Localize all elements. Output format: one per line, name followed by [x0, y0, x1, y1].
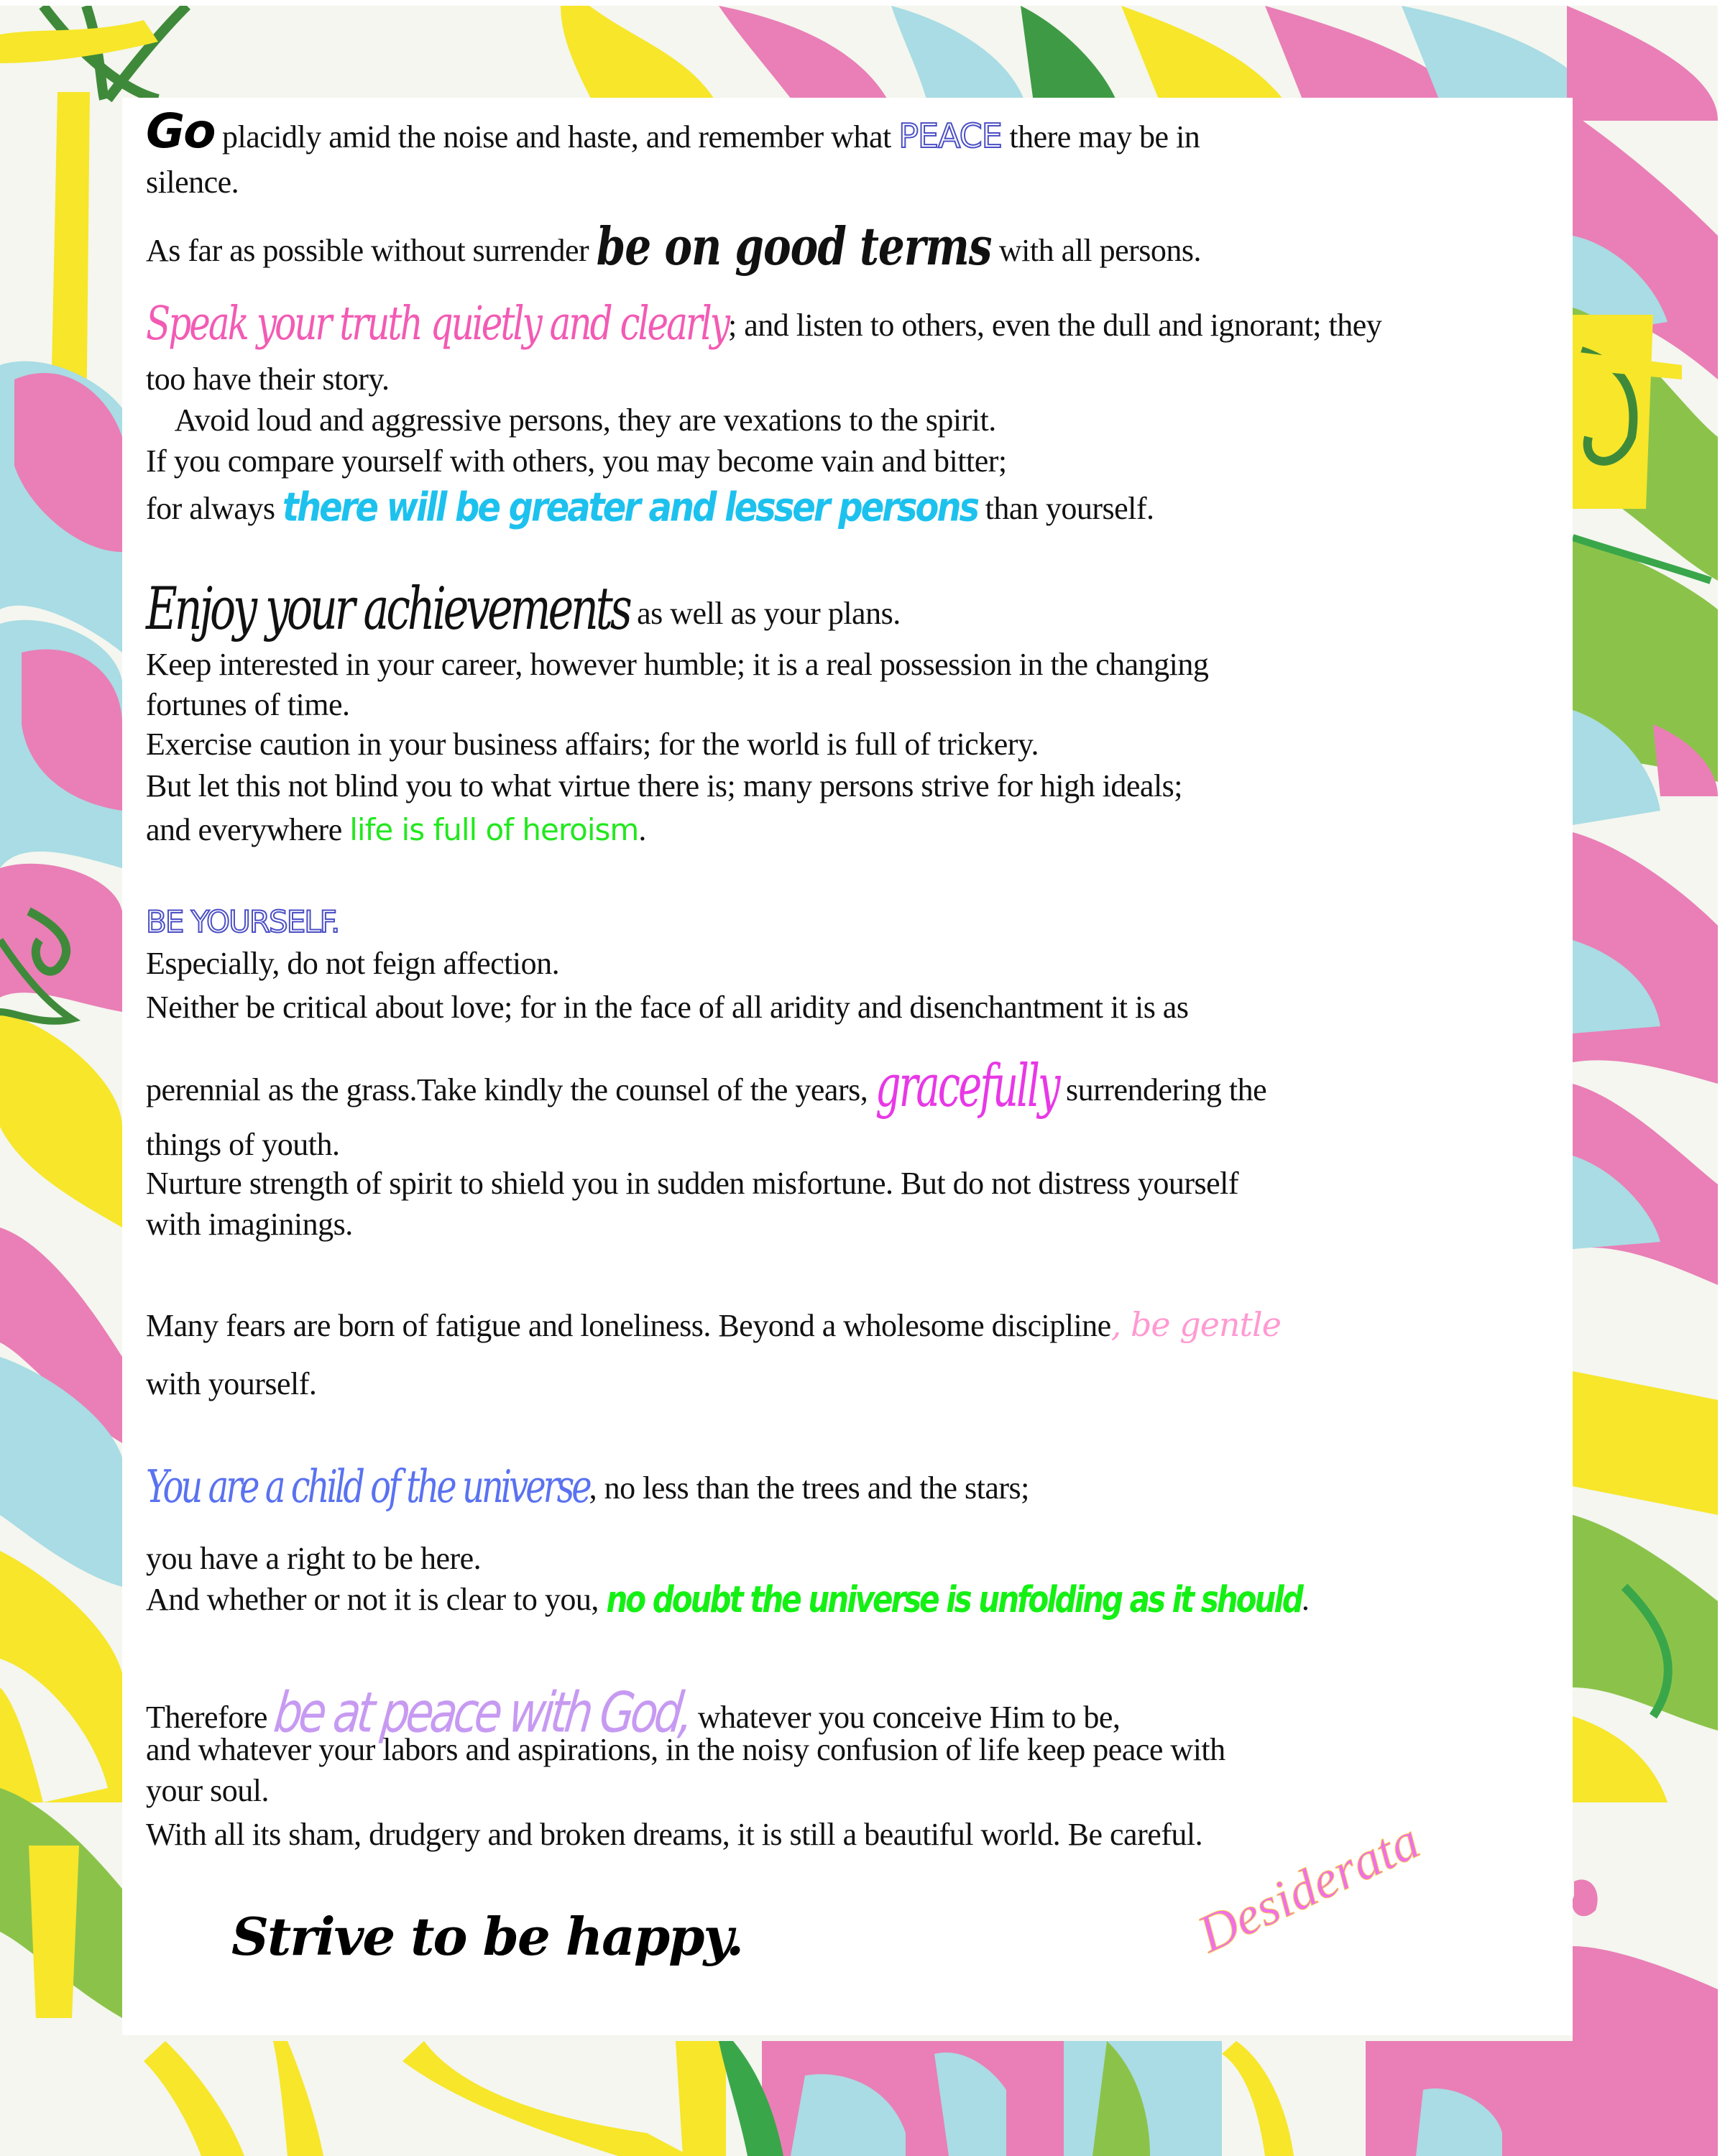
poem-line-9: Enjoy your achievements as well as your plans.: [146, 575, 901, 644]
poem-line-7: If you compare yourself with others, you may become vain and bitter;: [146, 443, 1007, 479]
closing-line: Strive to be happy.: [231, 1906, 743, 1967]
poem-line-15: [146, 906, 339, 938]
speak-truth-emphasis: Speak your truth quietly and clearly: [146, 296, 729, 351]
poem-line-23: with yourself.: [146, 1366, 317, 1401]
poem-line-11: fortunes of time.: [146, 687, 350, 722]
be-gentle-emphasis: , be gentle: [1110, 1305, 1281, 1344]
poem-line-19: things of youth.: [146, 1127, 340, 1162]
poem-line-5: too have their story.: [146, 361, 390, 397]
go-emphasis: Go: [146, 103, 215, 159]
poem-line-13: But let this not blind you to what virtue there is; many persons strive for high ideals;: [146, 768, 1183, 803]
poem-line-14: and everywhere life is full of heroism.: [146, 812, 646, 847]
poem-line-4: Speak your truth quietly and clearly; and listen to others, even the dull and ignorant; they: [146, 296, 1382, 351]
poem-line-21: with imaginings.: [146, 1207, 353, 1242]
poem-line-1: Go placidly amid the noise and haste, and remember what PEACE there may be in: [146, 103, 1200, 159]
gracefully-emphasis: gracefully: [875, 1053, 1059, 1121]
poem-line-12: Exercise caution in your business affairs; for the world is full of trickery.: [146, 727, 1039, 762]
poem-line-29: your soul.: [146, 1773, 269, 1808]
good-terms-emphasis: be on good terms: [596, 216, 992, 277]
poem-line-18: perennial as the grass.Take kindly the counsel of the years, gracefully surrendering the: [146, 1053, 1267, 1121]
enjoy-achievements-emphasis: Enjoy your achievements: [146, 575, 630, 644]
poem-line-3: As far as possible without surrender be on good terms with all persons.: [146, 216, 1201, 277]
poem-line-8: for always there will be greater and lesser persons than yourself.: [146, 484, 1154, 531]
no-doubt-emphasis: no doubt the universe is unfolding as it should: [606, 1578, 1302, 1621]
peace-word: PEACE: [898, 116, 1002, 155]
poem-line-22: Many fears are born of fatigue and loneliness. Beyond a wholesome discipline, be gentle: [146, 1305, 1281, 1344]
be-yourself-heading: BE YOURSELF.: [146, 904, 339, 939]
poem-line-27: Therefore be at peace with God, whatever you conceive Him to be,: [146, 1679, 1121, 1745]
poem-line-2: silence.: [146, 165, 239, 200]
poem-line-30: With all its sham, drudgery and broken dreams, it is still a beautiful world. Be careful.: [146, 1817, 1203, 1852]
poem-line-24: You are a child of the universe, no less than the trees and the stars;: [146, 1460, 1029, 1514]
heroism-emphasis: life is full of heroism: [349, 812, 639, 847]
poem-title: Desiderata: [1189, 1810, 1429, 1965]
child-of-universe-emphasis: You are a child of the universe: [146, 1460, 589, 1514]
poem-line-28: and whatever your labors and aspirations, in the noisy confusion of life keep peace with: [146, 1732, 1225, 1767]
poem-line-16: Especially, do not feign affection.: [146, 946, 560, 981]
poem-line-6: Avoid loud and aggressive persons, they are vexations to the spirit.: [146, 402, 996, 438]
poem-line-25: you have a right to be here.: [146, 1541, 482, 1576]
peace-with-god-emphasis: be at peace with God,: [271, 1679, 694, 1745]
poem-line-20: Nurture strength of spirit to shield you in sudden misfortune. But do not distress yourself: [146, 1166, 1239, 1201]
poem-line-26: And whether or not it is clear to you, no doubt the universe is unfolding as it should.: [146, 1578, 1310, 1621]
poem-line-17: Neither be critical about love; for in the face of all aridity and disenchantment it is as: [146, 990, 1189, 1025]
poem-line-10: Keep interested in your career, however humble; it is a real possession in the changing: [146, 647, 1209, 682]
greater-lesser-emphasis: there will be greater and lesser persons: [282, 484, 978, 531]
